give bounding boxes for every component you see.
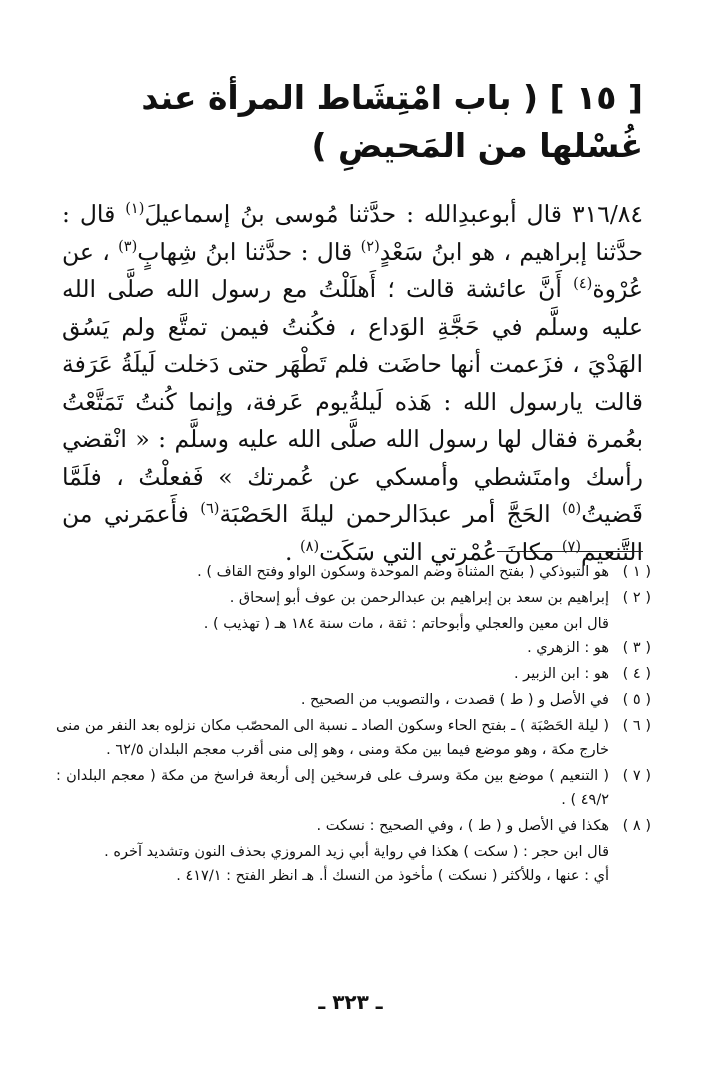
footnote bbox=[56, 586, 651, 636]
footnote-marker: (١) bbox=[125, 200, 145, 218]
hadith-segment: قال : حدَّثنا إبراهيم ، هو ابنُ سَعْدٍ bbox=[62, 200, 643, 266]
footnote-text: هو : ابن الزبير . bbox=[513, 666, 609, 682]
footnote bbox=[56, 714, 651, 762]
hadith-segment: مكانَ عُمْرتي التي سَكَت bbox=[319, 537, 555, 566]
chapter-title: [ ١٥ ] ( باب امْتِشَاط المرأة عند غُسْلها من المَحيضِ ) bbox=[141, 78, 643, 165]
footnote-text: هكذا في الأصل و ( ط ) ، وفي الصحيح : نسكت . bbox=[316, 818, 609, 834]
footnote-number: ( ٢ ) bbox=[622, 590, 651, 606]
footnote-number: ( ٤ ) bbox=[622, 666, 651, 682]
footnote bbox=[56, 688, 651, 712]
footnote-number: ( ١ ) bbox=[622, 564, 651, 580]
footnote bbox=[56, 560, 651, 584]
footnote bbox=[56, 636, 651, 660]
footnote-marker: (٨) bbox=[299, 537, 320, 555]
footnote-text: في الأصل و ( ط ) قصدت ، والتصويب من الصحيح . bbox=[300, 692, 609, 708]
footnote bbox=[56, 662, 651, 686]
hadith-text bbox=[62, 196, 643, 571]
hadith-segment: قال : حدَّثنا ابنُ شِهابٍ bbox=[137, 237, 353, 266]
hadith-segment: ، عن عُرْوة bbox=[62, 237, 643, 303]
footnote-text: إبراهيم بن سعد بن إبراهيم بن عبدالرحمن بن عوف أبو إسحاق . bbox=[229, 590, 609, 606]
hadith-segment: أَنَّ عائشة قالت ؛ أَهلَلْتُ مع رسول الله صلَّى الله عليه وسلَّم في حَجَّةِ الوَداع ، فكُنتُ فيمن تمتَّع ولم يَسُق الهَدْيَ ، فزَعمت أنها حاضَت فلم تَطْهَر حتى دَخلت لَيلَةُ عَرَفة قالت يارسول الله : هَذه لَيلةُيوم عَرفة، وإنما كُنتُ تَمَتَّعْتُ بعُمرة فقال لها رسول الله صلَّى الله عليه وسلَّم : « انْقضي رأسك وامتَشطي وأمسكي عن عُمرتك » فَفعلْتُ ، فلَمَّا قَضيتُ bbox=[62, 275, 643, 528]
footnote-number: ( ٦ ) bbox=[622, 718, 651, 734]
footnote-text: قال ابن حجر : ( سكت ) هكذا في رواية أبي زيد المروزي بحذف النون وتشديد آخره . bbox=[104, 844, 609, 860]
hadith-segment: قال أبوعبدِالله : حدَّثنا مُوسى بنُ إسماعيلَ bbox=[144, 200, 563, 228]
hadith-segment: فأَعمَرني من التَّنعيم bbox=[62, 500, 643, 566]
hadith-end: . bbox=[284, 537, 293, 566]
footnotes bbox=[56, 560, 651, 888]
footnote-divider bbox=[497, 551, 643, 552]
page-number: ـ ٣٢٣ ـ bbox=[318, 990, 383, 1014]
footnote bbox=[56, 814, 651, 888]
footnote-marker: (٤) bbox=[573, 275, 593, 293]
footnote-text: ( التنعيم ) موضع بين مكة وسرف على فرسخين إلى أربعة فراسخ من مكة ( معجم البلدان : ٤٩/٢ ) . bbox=[56, 768, 609, 808]
footnote-text: هو التبوذكي ( بفتح المثناة وضم الموحدة وسكون الواو وفتح القاف ) . bbox=[197, 564, 609, 580]
footnote-marker: (٥) bbox=[562, 500, 582, 518]
footnote-number: ( ٧ ) bbox=[622, 768, 651, 784]
footnote-marker: (٢) bbox=[360, 237, 380, 255]
footnote-text: أي : عنها ، وللأكثر ( نسكت ) مأخوذ من النسك أ. هـ انظر الفتح : ٤١٧/١ . bbox=[176, 868, 609, 884]
hadith-number: ٣١٦/٨٤ bbox=[571, 200, 643, 228]
footnote bbox=[56, 764, 651, 812]
footnote-number: ( ٣ ) bbox=[622, 640, 651, 656]
footnote-text: قال ابن معين والعجلي وأبوحاتم : ثقة ، مات سنة ١٨٤ هـ ( تهذيب ) . bbox=[203, 616, 609, 632]
footnote-text: ( ليلة الحَصْبَة ) ـ بفتح الحاء وسكون الصاد ـ نسبة الى المحصّب مكان نزلوه بعد النفر من منى خارج مكة ، وهو موضع فيما بين مكة ومنى ، وهو إلى منى أقرب معجم البلدان ٦٢/٥ . bbox=[56, 718, 609, 758]
hadith-segment: الحَجَّ أمر عبدَالرحمن ليلةَ الحَصْبَة bbox=[219, 500, 551, 528]
footnote-marker: (٣) bbox=[118, 237, 138, 255]
footnote-number: ( ٥ ) bbox=[622, 692, 651, 708]
footnote-number: ( ٨ ) bbox=[622, 818, 651, 834]
footnote-text: هو : الزهري . bbox=[527, 640, 609, 656]
footnote-marker: (٦) bbox=[200, 500, 220, 518]
footnote-marker: (٧) bbox=[561, 537, 582, 555]
